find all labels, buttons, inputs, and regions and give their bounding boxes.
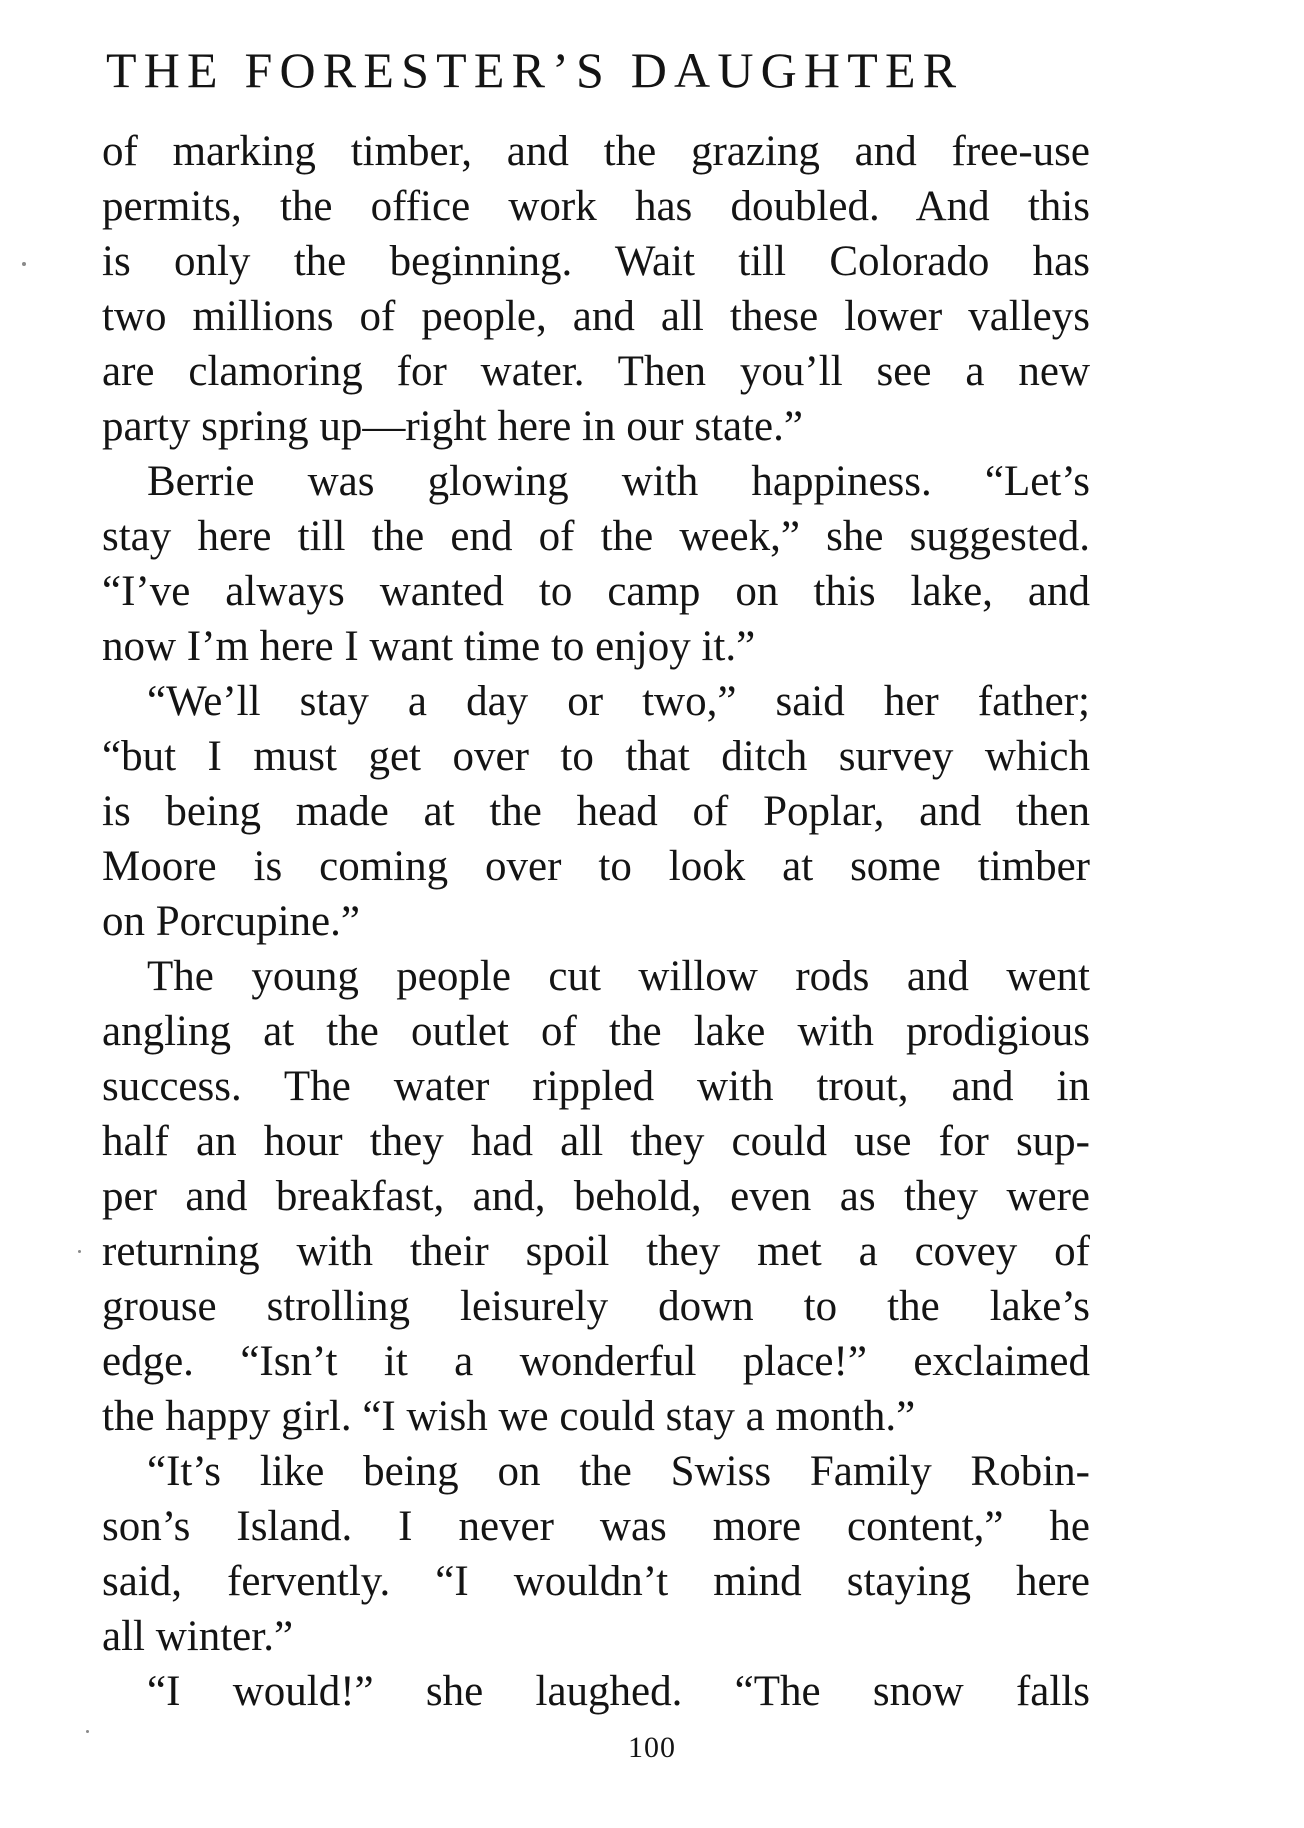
- text-line: stay here till the end of the week,” she suggested.: [102, 513, 1090, 560]
- text-line: returning with their spoil they met a covey of: [102, 1228, 1090, 1275]
- paragraph: [102, 454, 1090, 674]
- scan-speck: [22, 262, 26, 266]
- text-line: two millions of people, and all these lower valleys: [102, 293, 1090, 340]
- text-line: of marking timber, and the grazing and free-use: [102, 128, 1090, 175]
- scan-speck: [78, 1250, 81, 1253]
- text-line: “but I must get over to that ditch survey which: [102, 733, 1090, 780]
- text-line: The young people cut willow rods and went: [147, 953, 1090, 1000]
- paragraph: [102, 949, 1090, 1444]
- running-head: THE FORESTER’S DAUGHTER: [106, 42, 964, 98]
- scan-speck: [86, 1730, 89, 1733]
- text-line: half an hour they had all they could use for sup-: [102, 1118, 1090, 1165]
- text-line: now I’m here I want time to enjoy it.”: [102, 623, 756, 670]
- text-line: said, fervently. “I wouldn’t mind staying here: [102, 1558, 1090, 1605]
- text-line: all winter.”: [102, 1613, 294, 1660]
- text-line: son’s Island. I never was more content,” he: [102, 1503, 1090, 1550]
- body-text: [102, 124, 1090, 1719]
- text-line: the happy girl. “I wish we could stay a month.”: [102, 1393, 916, 1440]
- text-line: are clamoring for water. Then you’ll see a new: [102, 348, 1090, 395]
- text-line: edge. “Isn’t it a wonderful place!” exclaimed: [102, 1338, 1090, 1385]
- text-line: on Porcupine.”: [102, 898, 360, 945]
- paragraph: [102, 124, 1090, 454]
- text-line: “It’s like being on the Swiss Family Robin-: [147, 1448, 1090, 1495]
- paragraph: [102, 1444, 1090, 1664]
- text-line: angling at the outlet of the lake with prodigious: [102, 1008, 1090, 1055]
- text-line: Berrie was glowing with happiness. “Let’s: [147, 458, 1090, 505]
- text-line: party spring up—right here in our state.”: [102, 403, 803, 450]
- text-line: “I’ve always wanted to camp on this lake, and: [102, 568, 1090, 615]
- text-line: permits, the office work has doubled. And this: [102, 183, 1090, 230]
- text-line: is only the beginning. Wait till Colorado has: [102, 238, 1090, 285]
- text-line: is being made at the head of Poplar, and then: [102, 788, 1090, 835]
- page-number: 100: [628, 1731, 676, 1764]
- text-line: grouse strolling leisurely down to the lake’s: [102, 1283, 1090, 1330]
- text-line: success. The water rippled with trout, and in: [102, 1063, 1090, 1110]
- paragraph: [102, 1664, 1090, 1719]
- text-line: Moore is coming over to look at some timber: [102, 843, 1090, 890]
- text-line: “We’ll stay a day or two,” said her father;: [147, 678, 1090, 725]
- text-line: per and breakfast, and, behold, even as they were: [102, 1173, 1090, 1220]
- paragraph: [102, 674, 1090, 949]
- text-line: “I would!” she laughed. “The snow falls: [147, 1668, 1090, 1715]
